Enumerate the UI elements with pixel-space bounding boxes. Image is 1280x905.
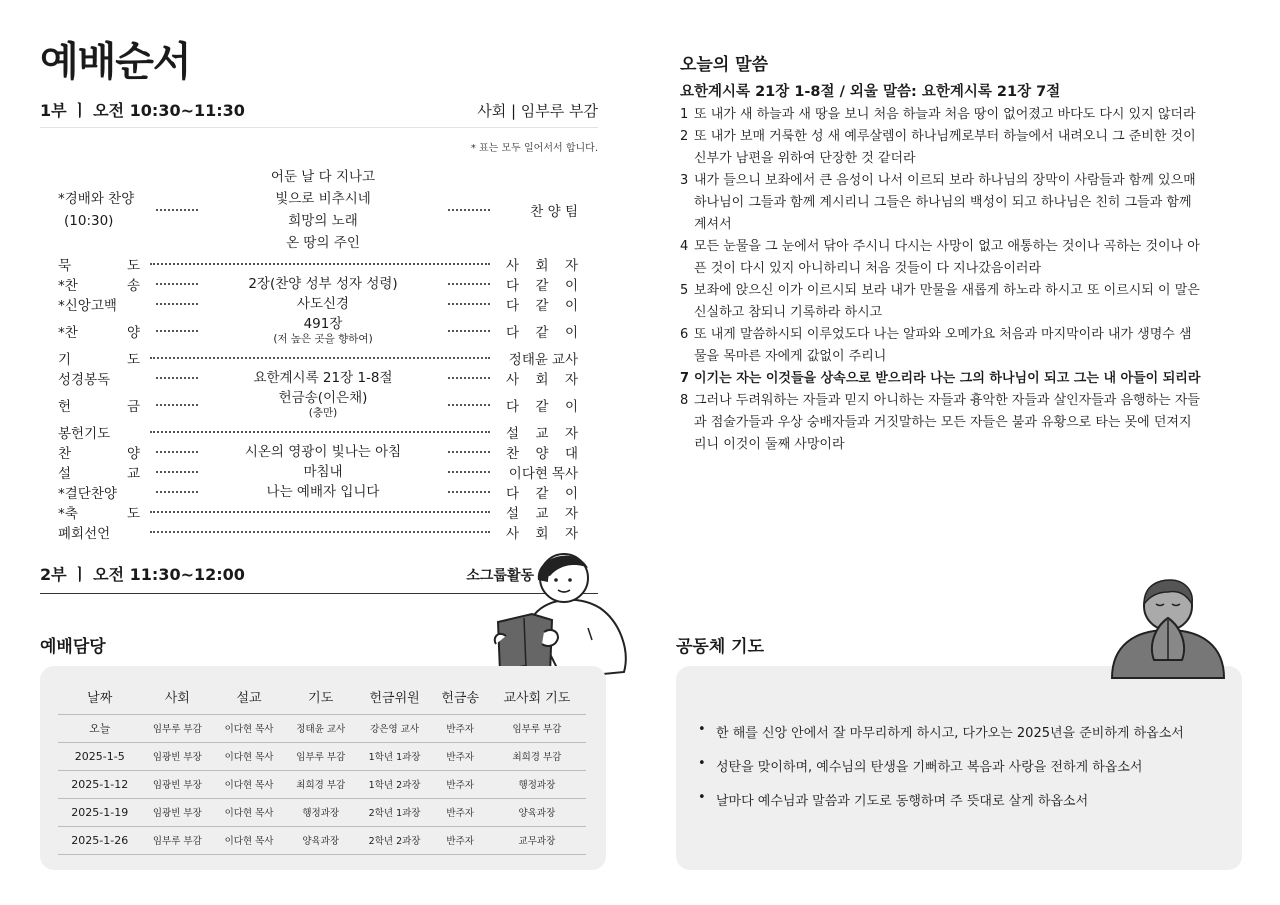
- standing-note: * 표는 모두 일어서서 합니다.: [470, 143, 598, 154]
- duty-heading: 예배담당: [40, 637, 106, 657]
- order-label-part: 헌: [58, 399, 72, 415]
- verse-number: 1: [680, 107, 689, 122]
- table-cell: 임부루 부감: [285, 742, 357, 770]
- order-who-part: 이다현: [508, 466, 548, 482]
- table-row: [58, 770, 586, 798]
- praise-song: 어둔 날 다 지나고: [270, 169, 376, 185]
- order-who-part: 교사: [551, 352, 578, 368]
- order-label-part: 찬: [58, 446, 72, 462]
- table-cell: 임부루 부감: [488, 714, 586, 742]
- order-who-part: 같: [535, 298, 549, 314]
- order-who-part: 회: [535, 258, 549, 274]
- order-who-part: 다: [506, 486, 520, 502]
- verse-item: [680, 324, 1202, 368]
- verse-item: [680, 390, 1202, 456]
- order-center: [204, 316, 442, 346]
- order-label-part: 금: [126, 399, 140, 415]
- table-cell: 2025-1-12: [58, 770, 141, 798]
- order-center-sub: (저 높은 곳을 향하여): [273, 332, 373, 345]
- verse-text: 또 내가 보매 거룩한 성 새 예루살렘이 하나님께로부터 하늘에서 내려오니 그 준비한 것이 신부가 남편을 위하여 단장한 것 같더라: [694, 129, 1196, 166]
- table-cell: 오늘: [58, 714, 141, 742]
- order-row: [58, 502, 578, 522]
- order-label: [58, 422, 150, 442]
- order-who-part: 같: [535, 278, 549, 294]
- order-who-part: 자: [564, 426, 578, 442]
- order-row: [58, 314, 578, 348]
- order-label-part: 도: [126, 352, 140, 368]
- order-label-part: 성경봉독: [58, 372, 111, 388]
- order-who: [496, 348, 578, 368]
- order-label: [58, 482, 150, 502]
- order-who: [496, 368, 578, 388]
- verse-text: 또 내가 새 하늘과 새 땅을 보니 처음 하늘과 처음 땅이 없어졌고 바다도 다시 있지 않더라: [694, 107, 1196, 122]
- order-label: [58, 442, 150, 462]
- order-who-part: 같: [535, 399, 549, 415]
- verse-text: 모든 눈물을 그 눈에서 닦아 주시니 다시는 사망이 없고 애통하는 것이나 곡하는 것이나 아픈 것이 다시 있지 아니하리니 처음 것들이 다 지나갔음이러라: [694, 239, 1200, 276]
- order-center-text: 사도신경: [296, 295, 350, 312]
- table-cell: 반주자: [433, 770, 488, 798]
- order-center-text: 나는 예배자 입니다: [266, 483, 380, 500]
- order-label-part: *축: [58, 506, 78, 522]
- table-cell: 2025-1-26: [58, 826, 141, 854]
- order-who-part: 찬: [506, 446, 520, 462]
- order-who: [496, 442, 578, 462]
- order-label-part: *찬: [58, 278, 78, 294]
- order-row: [58, 294, 578, 314]
- verse-text: 또 내게 말씀하시되 이루었도다 나는 알파와 오메가요 처음과 마지막이라 내가 생명수 샘물을 목마른 자에게 값없이 주리니: [694, 327, 1192, 364]
- order-row: [58, 274, 578, 294]
- order-center-text: 마침내: [303, 463, 343, 480]
- table-cell: 강은영 교사: [357, 714, 433, 742]
- order-center: [204, 276, 442, 293]
- praise-song: 빛으로 비추시네: [275, 191, 371, 207]
- duty-table: [58, 680, 586, 855]
- verse-number: 3: [680, 173, 689, 188]
- verse-text: 내가 들으니 보좌에서 큰 음성이 나서 이르되 보라 하나님의 장막이 사람들과 함께 있으매 하나님이 그들과 함께 계시리니 그들은 하나님의 백성이 되고 하나님은 친히 그들과 함께 계셔서: [694, 173, 1196, 232]
- order-who-part: 다: [506, 298, 520, 314]
- duty-table-header: [58, 680, 586, 714]
- verse-item: [680, 104, 1202, 126]
- verse-number: 2: [680, 129, 689, 144]
- verse-number: 6: [680, 327, 689, 342]
- table-cell: 최희경 부감: [488, 742, 586, 770]
- order-of-worship: [58, 166, 578, 542]
- order-label-part: 기: [58, 352, 72, 368]
- prayer-text: 성탄을 맞이하며, 예수님의 탄생을 기뻐하고 복음과 사랑을 전하게 하옵소서: [716, 760, 1143, 775]
- person-reading-book-icon: [492, 546, 632, 684]
- order-who: [496, 274, 578, 294]
- table-cell: 최희경 부감: [285, 770, 357, 798]
- order-center-text: 헌금송(이은채): [278, 390, 368, 406]
- order-label: [58, 348, 150, 368]
- verse-text: 그러나 두려워하는 자들과 믿지 아니하는 자들과 흉악한 자들과 살인자들과 음행하는 자들과 점술가들과 우상 숭배자들과 거짓말하는 모든 자들은 불과 유황으로 타는 못에 던져지리니 이것이 둘째 사망이라: [694, 393, 1200, 452]
- word-reference: 요한계시록 21장 1-8절 / 외울 말씀: 요한계시록 21장 7절: [680, 84, 1061, 100]
- prayer-item: [698, 790, 1222, 809]
- order-center: [204, 296, 442, 313]
- order-who-part: 이: [564, 278, 578, 294]
- verse-number: 4: [680, 239, 689, 254]
- order-label: [58, 274, 150, 294]
- prayer-list: [698, 722, 1222, 809]
- prayer-text: 날마다 예수님과 말씀과 기도로 동행하며 주 뜻대로 살게 하옵소서: [716, 794, 1089, 809]
- order-label-part: 양: [126, 325, 140, 341]
- verse-item: [680, 126, 1202, 170]
- praise-song: 온 땅의 주인: [286, 235, 360, 251]
- duty-table-body: [58, 714, 586, 854]
- order-label-part: *신앙고백: [58, 298, 117, 314]
- duty-column-header: 헌금위원: [369, 691, 420, 707]
- order-label: [58, 321, 150, 341]
- order-label-part: 도: [126, 258, 140, 274]
- table-cell: 반주자: [433, 714, 488, 742]
- order-who: [496, 395, 578, 415]
- part2-activity: 소그룹활동: [466, 568, 534, 584]
- table-cell: 행정과장: [285, 798, 357, 826]
- order-row: [58, 482, 578, 502]
- prayer-heading: 공동체 기도: [676, 637, 765, 657]
- order-who-part: 정태윤: [508, 352, 548, 368]
- table-cell: 이다현 목사: [213, 742, 285, 770]
- order-center-sub: (충만): [308, 406, 338, 419]
- duty-column-header: 기도: [308, 691, 334, 707]
- order-who-part: 다: [506, 325, 520, 341]
- table-cell: 1학년 2과장: [357, 770, 433, 798]
- duty-table-card: [40, 666, 606, 870]
- verse-text: 이기는 자는 이것들을 상속으로 받으리라 나는 그의 하나님이 되고 그는 내 아들이 되리라: [694, 371, 1201, 386]
- order-who-part: 목사: [551, 466, 578, 482]
- order-center: [204, 444, 442, 461]
- verse-text: 보좌에 앉으신 이가 이르시되 보라 내가 만물을 새롭게 하노라 하시고 또 이르시되 이 말은 신실하고 참되니 기록하라 하시고: [694, 283, 1200, 320]
- praise-song: 희망의 노래: [288, 213, 358, 229]
- order-label-part: 묵: [58, 258, 72, 274]
- verse-number: 7: [680, 371, 690, 386]
- person-praying-icon: [1108, 574, 1228, 682]
- order-who-part: 설: [506, 506, 520, 522]
- verse-item: [680, 170, 1202, 236]
- order-who: [496, 422, 578, 442]
- order-who-part: 교: [535, 426, 549, 442]
- part1-leader: 사회 | 임부루 부감: [477, 102, 598, 120]
- order-who-part: 사: [506, 258, 520, 274]
- table-cell: 양육과장: [285, 826, 357, 854]
- praise-time: (10:30): [64, 213, 114, 229]
- order-center-text: 시온의 영광이 빛나는 아침: [244, 443, 402, 460]
- table-cell: 이다현 목사: [213, 714, 285, 742]
- order-label: [58, 294, 150, 314]
- order-who-part: 자: [564, 526, 578, 542]
- table-cell: 임광빈 부장: [141, 770, 213, 798]
- order-who-part: 양: [535, 446, 549, 462]
- table-cell: 교무과장: [488, 826, 586, 854]
- order-row: [58, 522, 578, 542]
- order-center-text: 2장(찬양 성부 성자 성령): [248, 275, 398, 292]
- order-who-part: 자: [564, 506, 578, 522]
- order-who-part: 이: [564, 486, 578, 502]
- order-who-part: 이: [564, 298, 578, 314]
- order-row: [58, 422, 578, 442]
- order-who: [496, 482, 578, 502]
- order-row: [58, 348, 578, 368]
- part1-header: [40, 100, 598, 128]
- order-who: [496, 462, 578, 482]
- order-who-part: 회: [535, 526, 549, 542]
- prayer-card: [676, 666, 1242, 870]
- verse-number: 8: [680, 393, 689, 408]
- prayer-text: 한 해를 신앙 안에서 잘 마무리하게 하시고, 다가오는 2025년을 준비하게 하옵소서: [716, 726, 1184, 741]
- table-row: [58, 742, 586, 770]
- order-who-part: 자: [564, 372, 578, 388]
- order-who: [496, 294, 578, 314]
- order-who: [496, 522, 578, 542]
- part2-label: 2부 ㅣ 오전 11:30~12:00: [40, 565, 245, 584]
- order-who-part: 이: [564, 399, 578, 415]
- table-cell: 1학년 1과장: [357, 742, 433, 770]
- order-label-part: 양: [126, 446, 140, 462]
- duty-column-header: 설교: [236, 691, 262, 707]
- table-cell: 양육과장: [488, 798, 586, 826]
- prayer-item: [698, 756, 1222, 775]
- order-who-part: 설: [506, 426, 520, 442]
- order-center-text: 491장: [303, 316, 343, 332]
- order-who-part: 교: [535, 506, 549, 522]
- bullet-icon: •: [698, 756, 706, 771]
- order-row: [58, 462, 578, 482]
- table-cell: 2025-1-19: [58, 798, 141, 826]
- duty-column-header: 교사회 기도: [503, 691, 571, 707]
- page-title: 예배순서: [40, 39, 191, 85]
- duty-column-header: 사회: [164, 691, 190, 707]
- order-label-part: 설: [58, 466, 72, 482]
- duty-column-header: 헌금송: [441, 691, 480, 707]
- order-center: [204, 484, 442, 501]
- order-label: [58, 462, 150, 482]
- table-cell: 2025-1-5: [58, 742, 141, 770]
- table-cell: 2학년 1과장: [357, 798, 433, 826]
- table-cell: 행정과장: [488, 770, 586, 798]
- order-who-part: 같: [535, 325, 549, 341]
- praise-songs: [204, 166, 442, 254]
- table-cell: 임부루 부감: [141, 826, 213, 854]
- order-row: [58, 388, 578, 422]
- order-who: [496, 254, 578, 274]
- table-cell: 이다현 목사: [213, 770, 285, 798]
- order-who-part: 같: [535, 486, 549, 502]
- order-label: [58, 368, 150, 388]
- order-who-part: 대: [564, 446, 578, 462]
- duty-column-header: 날짜: [87, 691, 113, 707]
- order-label-part: *찬: [58, 325, 78, 341]
- table-row: [58, 798, 586, 826]
- order-who: [496, 321, 578, 341]
- word-heading: 오늘의 말씀: [680, 55, 769, 75]
- table-row: [58, 714, 586, 742]
- order-label-part: 봉헌기도: [58, 426, 111, 442]
- order-label-part: *결단찬양: [58, 486, 117, 502]
- order-label: [58, 502, 150, 522]
- part1-label: 1부 ㅣ 오전 10:30~11:30: [40, 101, 245, 120]
- verse-number: 5: [680, 283, 689, 298]
- order-row: [58, 254, 578, 274]
- order-label: [58, 522, 150, 542]
- table-cell: 임광빈 부장: [141, 742, 213, 770]
- order-who-part: 사: [506, 372, 520, 388]
- order-who-part: 이: [564, 325, 578, 341]
- table-cell: 반주자: [433, 742, 488, 770]
- order-center: [204, 464, 442, 481]
- order-row-praise: [58, 166, 578, 254]
- table-cell: 이다현 목사: [213, 798, 285, 826]
- order-label-part: 도: [126, 506, 140, 522]
- verse-item: [680, 236, 1202, 280]
- order-row: [58, 368, 578, 388]
- table-cell: 정태윤 교사: [285, 714, 357, 742]
- table-row: [58, 826, 586, 854]
- order-who-part: 사: [506, 526, 520, 542]
- table-cell: 임부루 부감: [141, 714, 213, 742]
- verse-item: [680, 280, 1202, 324]
- order-label: [58, 254, 150, 274]
- table-cell: 2학년 2과장: [357, 826, 433, 854]
- order-label-part: 폐회선언: [58, 526, 111, 542]
- order-label: [58, 395, 150, 415]
- prayer-item: [698, 722, 1222, 741]
- praise-who: 찬 양 팀: [530, 204, 578, 220]
- table-cell: 반주자: [433, 826, 488, 854]
- order-who-part: 자: [564, 258, 578, 274]
- bullet-icon: •: [698, 790, 706, 805]
- order-row: [58, 442, 578, 462]
- order-center-text: 요한계시록 21장 1-8절: [253, 369, 393, 386]
- order-who-part: 회: [535, 372, 549, 388]
- order-who: [496, 502, 578, 522]
- order-items: [58, 254, 578, 542]
- table-cell: 임광빈 부장: [141, 798, 213, 826]
- verse-item: [680, 368, 1202, 390]
- order-label-part: 송: [126, 278, 140, 294]
- verse-list: [680, 104, 1202, 456]
- table-cell: 반주자: [433, 798, 488, 826]
- table-cell: 이다현 목사: [213, 826, 285, 854]
- order-center: [204, 390, 442, 420]
- order-center: [204, 370, 442, 387]
- order-who-part: 다: [506, 399, 520, 415]
- praise-label: *경배와 찬양: [58, 191, 135, 207]
- order-who-part: 다: [506, 278, 520, 294]
- order-label-part: 교: [126, 466, 140, 482]
- bullet-icon: •: [698, 722, 706, 737]
